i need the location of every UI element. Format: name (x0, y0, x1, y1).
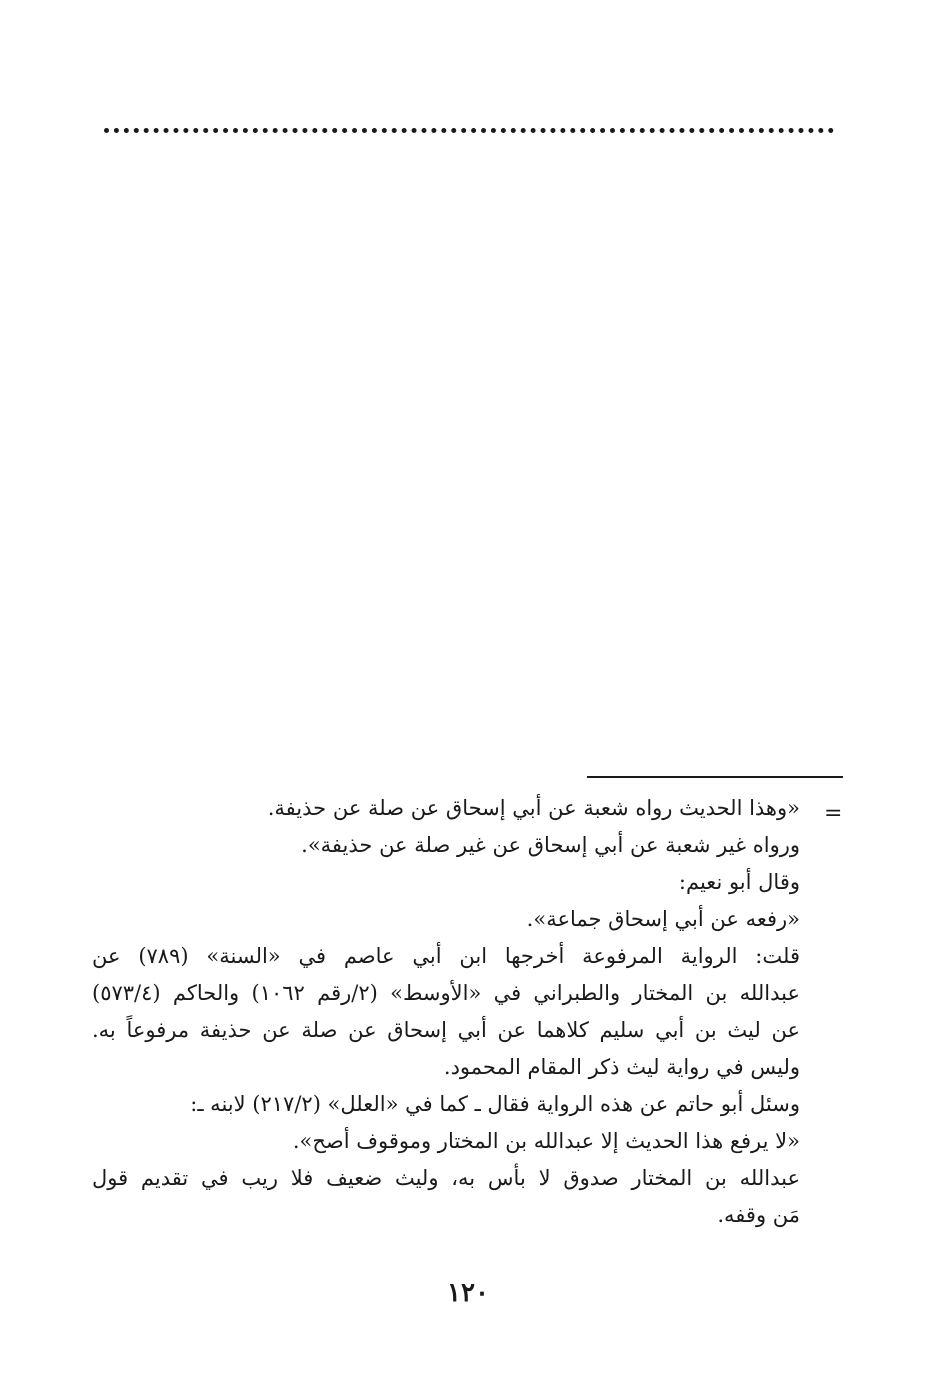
footnote-line-9: وسئل أبو حاتم عن هذه الرواية فقال ـ كما في «العلل» (٢١٧/٢) لابنه ـ: (190, 1092, 800, 1116)
footnote-rule (587, 776, 843, 778)
footnote-line-5: قلت: الرواية المرفوعة أخرجها ابن أبي عاصم في «السنة» (٧٨٩) عن (92, 944, 800, 968)
footnote-line-7: عن ليث بن أبي سليم كلاهما عن أبي إسحاق عن صلة عن حذيفة مرفوعاً به. (92, 1018, 800, 1042)
footnote-line-4: «رفعه عن أبي إسحاق جماعة». (526, 907, 800, 931)
dotted-separator (104, 128, 834, 139)
footnote-line-2: ورواه غير شعبة عن أبي إسحاق عن غير صلة عن حذيفة». (301, 833, 800, 857)
footnote-line-10: «لا يرفع هذا الحديث إلا عبدالله بن المختار وموقوف أصح». (292, 1129, 800, 1153)
footnote-line-1: «وهذا الحديث رواه شعبة عن أبي إسحاق عن صلة عن حذيفة. (267, 796, 800, 820)
page-number: ١٢٠ (447, 1278, 489, 1308)
footnote-line-8: وليس في رواية ليث ذكر المقام المحمود. (443, 1055, 800, 1079)
footnote-line-3: وقال أبو نعيم: (678, 870, 800, 894)
footnote-line-12: مَن وقفه. (717, 1203, 800, 1227)
footnote-body (92, 790, 800, 1234)
footnote-line-6: عبدالله بن المختار والطبراني في «الأوسط» (٢/رقم ١٠٦٢) والحاكم (٥٧٣/٤) (92, 981, 800, 1005)
footnote-line-11: عبدالله بن المختار صدوق لا بأس به، وليث ضعيف فلا ريب في تقديم قول (92, 1166, 800, 1190)
footnote-continuation-marker: = (824, 801, 843, 826)
